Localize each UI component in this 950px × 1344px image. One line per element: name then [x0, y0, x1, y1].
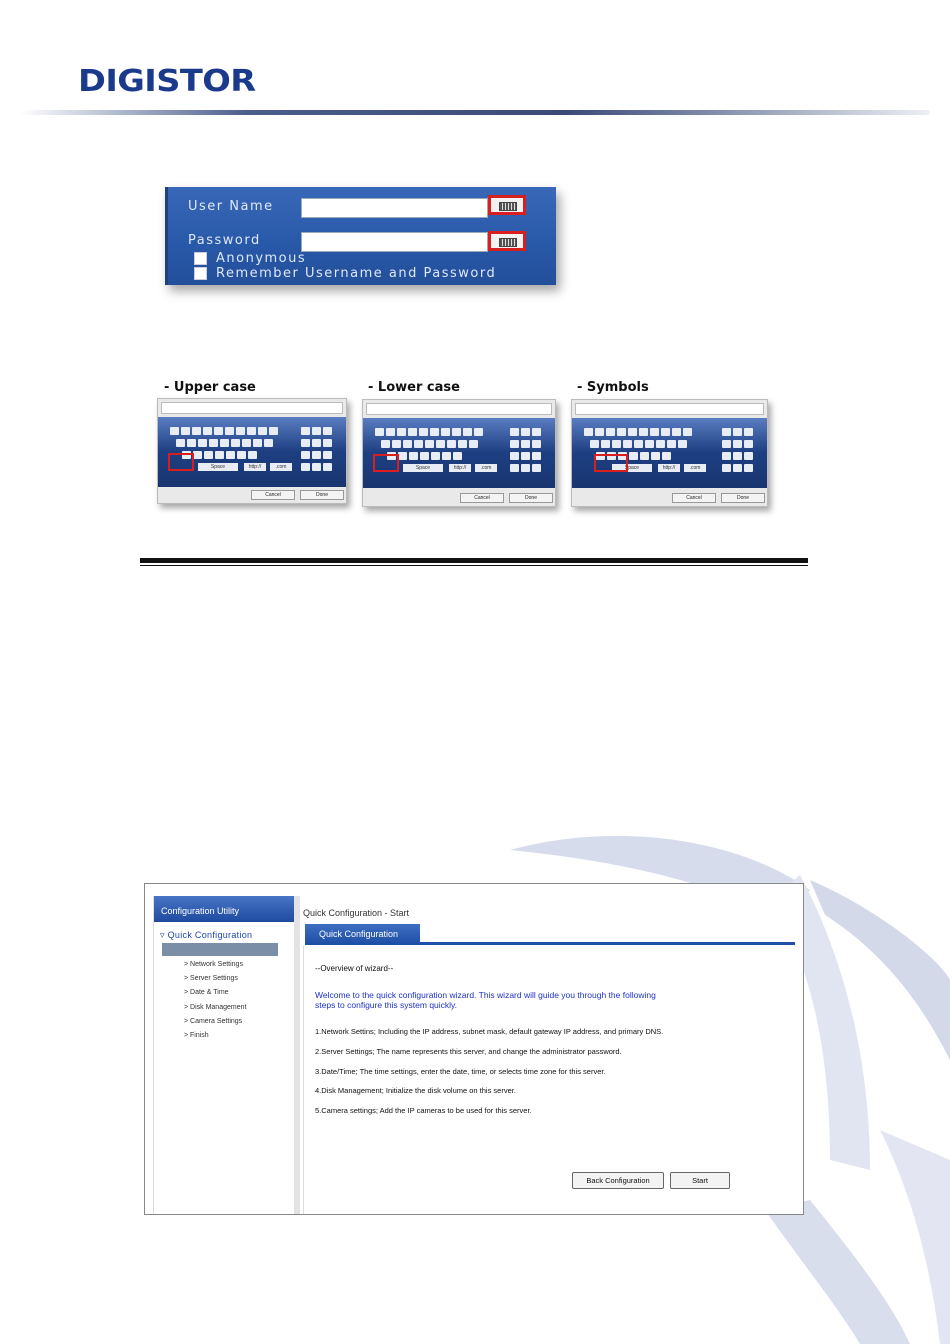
numpad-row [722, 440, 755, 448]
sidebar-item-date-time[interactable]: > Date & Time [184, 989, 229, 996]
numpad-key[interactable] [532, 464, 541, 472]
remember-label: Remember Username and Password [216, 266, 497, 281]
keyboard-key[interactable] [408, 428, 417, 436]
keyboard-key[interactable] [639, 428, 648, 436]
keyboard-key[interactable] [651, 452, 660, 460]
numpad-row [722, 428, 755, 436]
numpad-key[interactable] [733, 452, 742, 460]
keyboard-key[interactable] [403, 440, 412, 448]
keyboard-cancel-button[interactable]: Cancel [251, 490, 295, 500]
chevron-down-icon: ▿ [160, 930, 168, 940]
keyboard-done-button[interactable]: Done [721, 493, 765, 503]
keyboard-key[interactable] [452, 428, 461, 436]
keyboard-key[interactable] [170, 427, 179, 435]
page-title: Quick Configuration - Start [303, 908, 410, 918]
numpad-key[interactable] [510, 464, 519, 472]
keyboard-key[interactable] [386, 428, 395, 436]
numpad-key[interactable] [301, 451, 310, 459]
numpad-key[interactable] [733, 464, 742, 472]
numpad-key[interactable] [323, 427, 332, 435]
numpad-key[interactable] [521, 440, 530, 448]
keyboard-row [375, 428, 485, 436]
numpad-key[interactable] [312, 451, 321, 459]
http-key[interactable]: http:// [244, 463, 266, 471]
keyboard-key[interactable] [419, 428, 428, 436]
keyboard-key[interactable] [436, 440, 445, 448]
keyboard-key[interactable] [247, 427, 256, 435]
keyboard-key[interactable] [381, 440, 390, 448]
shift-key-highlight [594, 454, 628, 472]
space-key[interactable]: Space [198, 463, 238, 471]
numpad-key[interactable] [323, 451, 332, 459]
welcome-line-1: Welcome to the quick configuration wizard. This wizard will guide you through the following [315, 990, 656, 1000]
keyboard-key[interactable] [442, 452, 451, 460]
sidebar-quick-config[interactable] [160, 930, 252, 941]
numpad-key[interactable] [510, 452, 519, 460]
numpad-key[interactable] [301, 439, 310, 447]
numpad-row [722, 452, 755, 460]
keyboard-key[interactable] [203, 427, 212, 435]
numpad-key[interactable] [722, 440, 731, 448]
numpad-key[interactable] [722, 452, 731, 460]
keyboard-key[interactable] [628, 428, 637, 436]
shift-key-highlight [373, 454, 399, 472]
space-key[interactable]: Space [612, 464, 652, 472]
keyboard-key[interactable] [447, 440, 456, 448]
keyboard-key[interactable] [672, 428, 681, 436]
keyboard-key[interactable] [441, 428, 450, 436]
step-3: 3.Date/Time; The time settings, enter the date, time, or selects time zone for this server. [315, 1067, 606, 1076]
keyboard-key[interactable] [595, 428, 604, 436]
keyboard-key[interactable] [236, 427, 245, 435]
keyboard-key[interactable] [215, 451, 224, 459]
keyboard-key[interactable] [474, 428, 483, 436]
keyboard-key[interactable] [678, 440, 687, 448]
keyboard-key[interactable] [584, 428, 593, 436]
keyboard-row [176, 439, 275, 447]
sidebar-item-server[interactable]: > Server Settings [184, 975, 238, 982]
keyboard-text-field[interactable] [366, 403, 552, 415]
keyboard-key[interactable] [220, 439, 229, 447]
numpad-row [510, 452, 543, 460]
keyboard-done-button[interactable]: Done [300, 490, 344, 500]
numpad-row [510, 440, 543, 448]
keyboard-key[interactable] [231, 439, 240, 447]
keyboard-key[interactable] [430, 428, 439, 436]
keyboard-key[interactable] [187, 439, 196, 447]
virtual-keyboard-upper [157, 398, 347, 504]
keyboard-key[interactable] [656, 440, 665, 448]
keyboard-key[interactable] [225, 427, 234, 435]
keyboard-cancel-button[interactable]: Cancel [460, 493, 504, 503]
numpad-key[interactable] [532, 428, 541, 436]
numpad-key[interactable] [744, 440, 753, 448]
keyboard-key[interactable] [198, 439, 207, 447]
keyboard-keys-area [363, 418, 555, 488]
keyboard-key[interactable] [248, 451, 257, 459]
step-2: 2.Server Settings; The name represents this server, and change the administrator password. [315, 1047, 622, 1056]
keyboard-text-field[interactable] [575, 403, 764, 415]
numpad-key[interactable] [521, 452, 530, 460]
keyboard-key[interactable] [640, 452, 649, 460]
numpad-key[interactable] [323, 439, 332, 447]
keyboard-key[interactable] [601, 440, 610, 448]
numpad-row [510, 428, 543, 436]
numpad-row [301, 427, 334, 435]
keyboard-key[interactable] [398, 452, 407, 460]
keyboard-row [584, 428, 694, 436]
numpad-row [301, 439, 334, 447]
numpad-key[interactable] [521, 428, 530, 436]
keyboard-key[interactable] [431, 452, 440, 460]
numpad-key[interactable] [733, 428, 742, 436]
keyboard-cancel-button[interactable]: Cancel [672, 493, 716, 503]
keyboard-caption-symbols: - Symbols [577, 380, 649, 395]
com-key[interactable]: .com [684, 464, 706, 472]
numpad-key[interactable] [532, 440, 541, 448]
numpad-key[interactable] [744, 464, 753, 472]
keyboard-key[interactable] [662, 452, 671, 460]
numpad-key[interactable] [510, 440, 519, 448]
tab-underline [305, 942, 795, 945]
welcome-line-2: steps to configure this system quickly. [315, 1000, 458, 1010]
keyboard-key[interactable] [425, 440, 434, 448]
numpad-row [510, 464, 543, 472]
keyboard-key[interactable] [623, 440, 632, 448]
sidebar-title: Configuration Utility [154, 896, 294, 922]
sidebar-item-finish[interactable]: > Finish [184, 1032, 209, 1039]
keyboard-key[interactable] [181, 427, 190, 435]
keyboard-key[interactable] [463, 428, 472, 436]
numpad-key[interactable] [301, 427, 310, 435]
keyboard-key[interactable] [193, 451, 202, 459]
keyboard-key[interactable] [617, 428, 626, 436]
username-label: User Name [188, 199, 274, 214]
http-key[interactable]: http:// [658, 464, 680, 472]
numpad-key[interactable] [312, 427, 321, 435]
keyboard-key[interactable] [414, 440, 423, 448]
anonymous-checkbox[interactable] [194, 252, 207, 265]
keyboard-key[interactable] [629, 452, 638, 460]
keyboard-key[interactable] [214, 427, 223, 435]
virtual-keyboard-symbols [571, 399, 768, 507]
keyboard-key[interactable] [226, 451, 235, 459]
keyboard-key[interactable] [392, 440, 401, 448]
keyboard-caption-upper: - Upper case [164, 380, 256, 395]
keyboard-caption-lower: - Lower case [368, 380, 460, 395]
step-4: 4.Disk Management; Initialize the disk volume on this server. [315, 1086, 516, 1095]
remember-checkbox[interactable] [194, 267, 207, 280]
keyboard-key[interactable] [661, 428, 670, 436]
keyboard-key[interactable] [264, 439, 273, 447]
password-input[interactable] [301, 232, 488, 252]
username-keyboard-button[interactable] [488, 195, 526, 215]
login-panel [165, 187, 556, 285]
keyboard-keys-area [572, 418, 767, 488]
keyboard-key[interactable] [634, 440, 643, 448]
numpad-key[interactable] [323, 463, 332, 471]
keyboard-row [381, 440, 480, 448]
username-input[interactable] [301, 198, 488, 218]
password-label: Password [188, 233, 261, 248]
keyboard-text-field[interactable] [161, 402, 343, 414]
step-5: 5.Camera settings; Add the IP cameras to be used for this server. [315, 1106, 532, 1115]
numpad-key[interactable] [510, 428, 519, 436]
keyboard-key[interactable] [409, 452, 418, 460]
numpad-key[interactable] [744, 428, 753, 436]
numpad-row [301, 463, 334, 471]
numpad-key[interactable] [722, 428, 731, 436]
keyboard-key[interactable] [176, 439, 185, 447]
back-configuration-button[interactable]: Back Configuration [572, 1172, 664, 1189]
config-sidebar [153, 896, 300, 1214]
tab-quick-configuration[interactable]: Quick Configuration [305, 924, 420, 944]
keyboard-icon [499, 202, 517, 211]
keyboard-key[interactable] [606, 428, 615, 436]
com-key[interactable]: .com [475, 464, 497, 472]
keyboard-key[interactable] [458, 440, 467, 448]
keyboard-key[interactable] [683, 428, 692, 436]
keyboard-key[interactable] [269, 427, 278, 435]
http-key[interactable]: http:// [449, 464, 471, 472]
numpad-key[interactable] [312, 463, 321, 471]
keyboard-key[interactable] [590, 440, 599, 448]
numpad-key[interactable] [521, 464, 530, 472]
keyboard-keys-area [158, 417, 346, 487]
sidebar-item-start-selected[interactable] [162, 943, 278, 956]
anonymous-label: Anonymous [216, 251, 307, 266]
keyboard-row [170, 427, 280, 435]
numpad-key[interactable] [301, 463, 310, 471]
step-1: 1.Network Settins; Including the IP address, subnet mask, default gateway IP address, and primary DNS. [315, 1027, 664, 1036]
keyboard-key[interactable] [237, 451, 246, 459]
numpad-key[interactable] [312, 439, 321, 447]
keyboard-key[interactable] [469, 440, 478, 448]
numpad-row [722, 464, 755, 472]
keyboard-key[interactable] [650, 428, 659, 436]
digistor-logo: DIGISTOR [78, 64, 256, 99]
keyboard-key[interactable] [204, 451, 213, 459]
overview-heading: --Overview of wizard-- [315, 964, 394, 973]
keyboard-key[interactable] [420, 452, 429, 460]
keyboard-key[interactable] [667, 440, 676, 448]
keyboard-key[interactable] [612, 440, 621, 448]
keyboard-row [590, 440, 689, 448]
com-key[interactable]: .com [270, 463, 292, 471]
config-utility-screenshot [144, 883, 804, 1215]
sidebar-item-disk[interactable]: > Disk Management [184, 1004, 247, 1011]
keyboard-key[interactable] [242, 439, 251, 447]
keyboard-key[interactable] [645, 440, 654, 448]
start-button[interactable]: Start [670, 1172, 730, 1189]
numpad-key[interactable] [532, 452, 541, 460]
sidebar-item-camera[interactable]: > Camera Settings [184, 1018, 243, 1025]
password-keyboard-button[interactable] [488, 231, 526, 251]
numpad-key[interactable] [744, 452, 753, 460]
keyboard-key[interactable] [253, 439, 262, 447]
section-divider-thin [140, 565, 808, 566]
section-divider [140, 558, 808, 563]
header-divider [20, 110, 930, 115]
keyboard-key[interactable] [258, 427, 267, 435]
keyboard-key[interactable] [209, 439, 218, 447]
keyboard-done-button[interactable]: Done [509, 493, 553, 503]
sidebar-quick-config-label: Quick Configuration [167, 930, 253, 940]
space-key[interactable]: Space [403, 464, 443, 472]
keyboard-key[interactable] [397, 428, 406, 436]
keyboard-key[interactable] [453, 452, 462, 460]
numpad-key[interactable] [722, 464, 731, 472]
keyboard-icon [499, 238, 517, 247]
shift-key-highlight [168, 453, 194, 471]
sidebar-item-network[interactable]: > Network Settings [184, 961, 243, 968]
numpad-key[interactable] [733, 440, 742, 448]
numpad-row [301, 451, 334, 459]
keyboard-key[interactable] [192, 427, 201, 435]
virtual-keyboard-lower [362, 399, 556, 507]
keyboard-key[interactable] [375, 428, 384, 436]
